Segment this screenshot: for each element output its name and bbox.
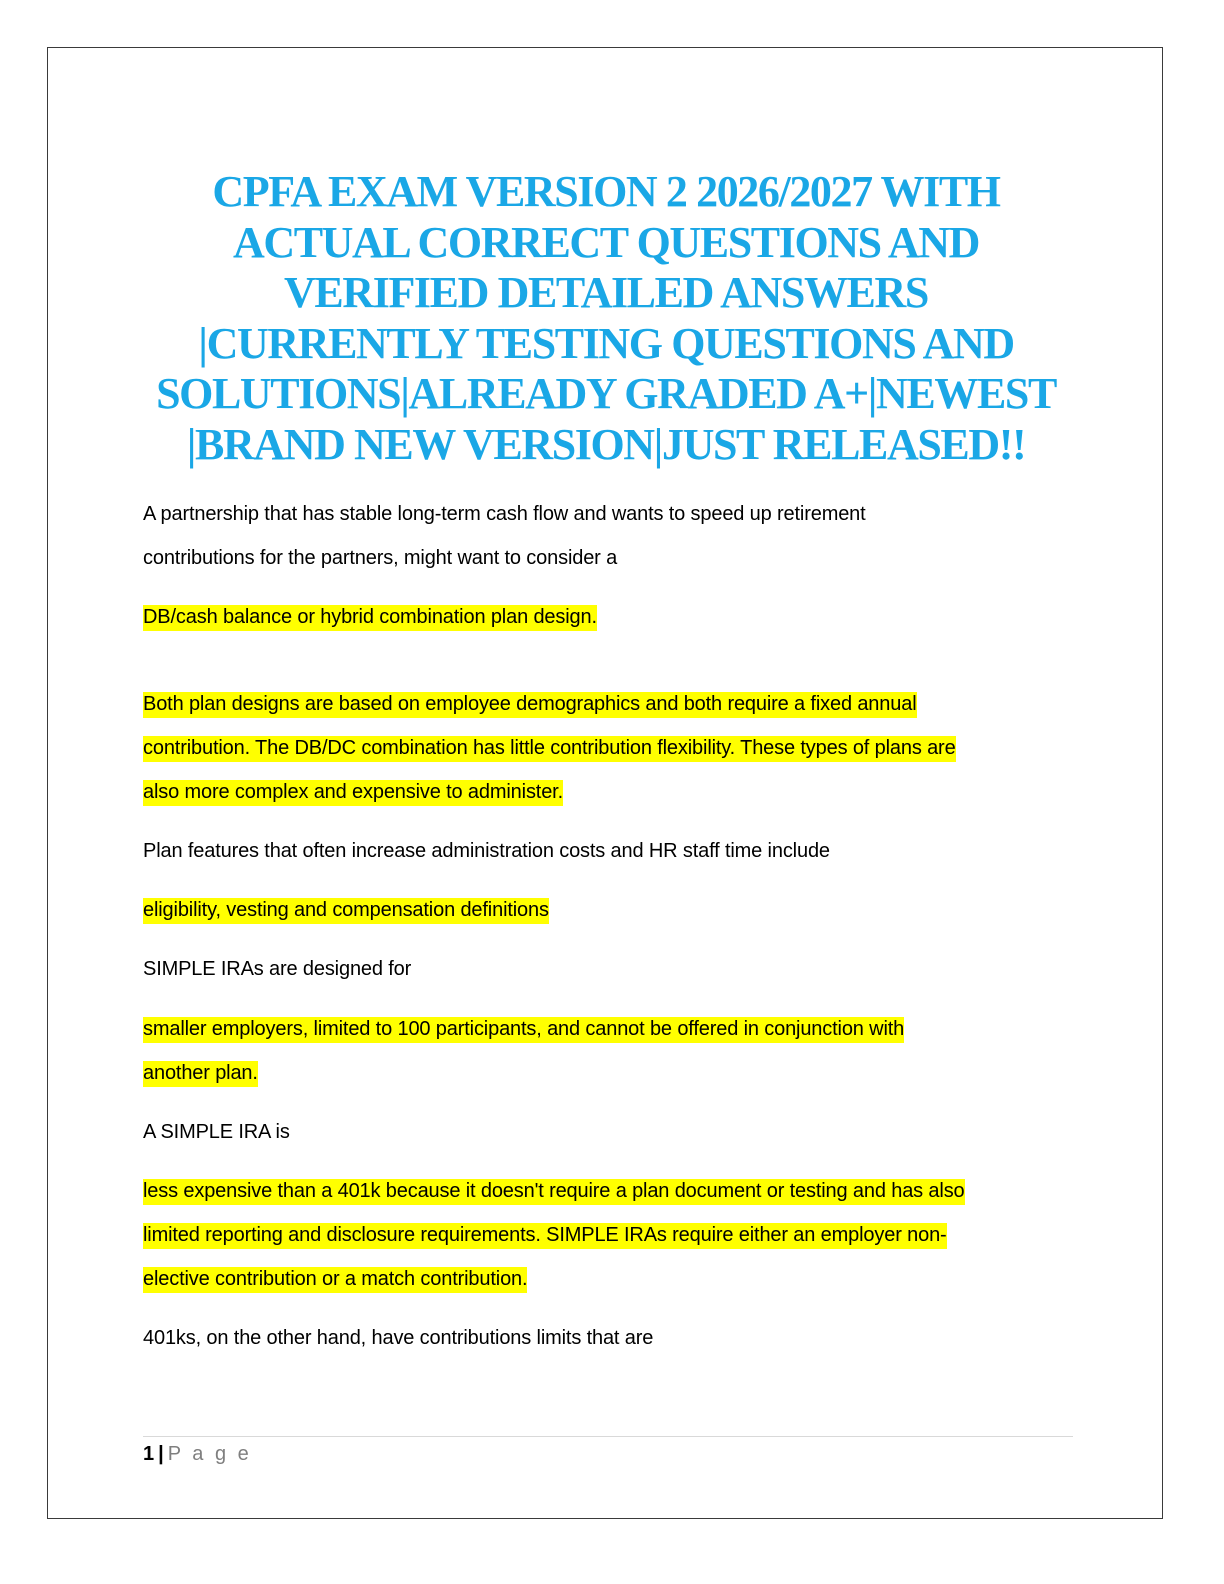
answer-4-line-3: elective contribution or a match contribution. bbox=[143, 1266, 527, 1292]
question-4-line-1: A SIMPLE IRA is bbox=[143, 1121, 290, 1143]
title-line-5: SOLUTIONS|ALREADY GRADED A+|NEWEST bbox=[156, 369, 1056, 418]
title-line-6: |BRAND NEW VERSION|JUST RELEASED!! bbox=[186, 419, 1026, 469]
footer-separator: | bbox=[158, 1443, 164, 1465]
answer-4-line-1: less expensive than a 401k because it doesn't require a plan document or testing and has also bbox=[143, 1178, 965, 1204]
footer-divider bbox=[143, 1436, 1073, 1437]
answer-3-line-2: another plan. bbox=[143, 1060, 258, 1086]
answer-4-line-2: limited reporting and disclosure requirements. SIMPLE IRAs require either an employer non- bbox=[143, 1222, 947, 1248]
question-2-line-1: Plan features that often increase administration costs and HR staff time include bbox=[143, 840, 830, 862]
answer-3-line-1: smaller employers, limited to 100 participants, and cannot be offered in conjunction with bbox=[143, 1016, 904, 1042]
page-number: 1 bbox=[143, 1443, 155, 1465]
question-1-line-1: A partnership that has stable long-term cash flow and wants to speed up retirement bbox=[143, 503, 866, 525]
page-footer bbox=[143, 1441, 252, 1467]
page-label: P a g e bbox=[167, 1443, 252, 1465]
answer-1-line-1: DB/cash balance or hybrid combination plan design. bbox=[143, 604, 597, 630]
question-1-line-2: contributions for the partners, might want to consider a bbox=[143, 547, 618, 569]
question-5-line-1: 401ks, on the other hand, have contributions limits that are bbox=[143, 1327, 654, 1349]
document-title bbox=[120, 167, 1092, 470]
title-line-4: |CURRENTLY TESTING QUESTIONS AND bbox=[198, 318, 1014, 368]
title-line-2: ACTUAL CORRECT QUESTIONS AND bbox=[232, 217, 980, 267]
answer-1-explanation-line-2: contribution. The DB/DC combination has little contribution flexibility. These types of plans are bbox=[143, 735, 956, 761]
question-3-line-1: SIMPLE IRAs are designed for bbox=[143, 958, 412, 980]
title-line-1: CPFA EXAM VERSION 2 2026/2027 WITH bbox=[212, 167, 1000, 216]
answer-1-explanation-line-1: Both plan designs are based on employee demographics and both require a fixed annual bbox=[143, 691, 917, 717]
answer-2-line-1: eligibility, vesting and compensation definitions bbox=[143, 897, 549, 923]
title-line-3: VERIFIED DETAILED ANSWERS bbox=[284, 268, 928, 317]
answer-1-explanation-line-3: also more complex and expensive to administer. bbox=[143, 779, 563, 805]
